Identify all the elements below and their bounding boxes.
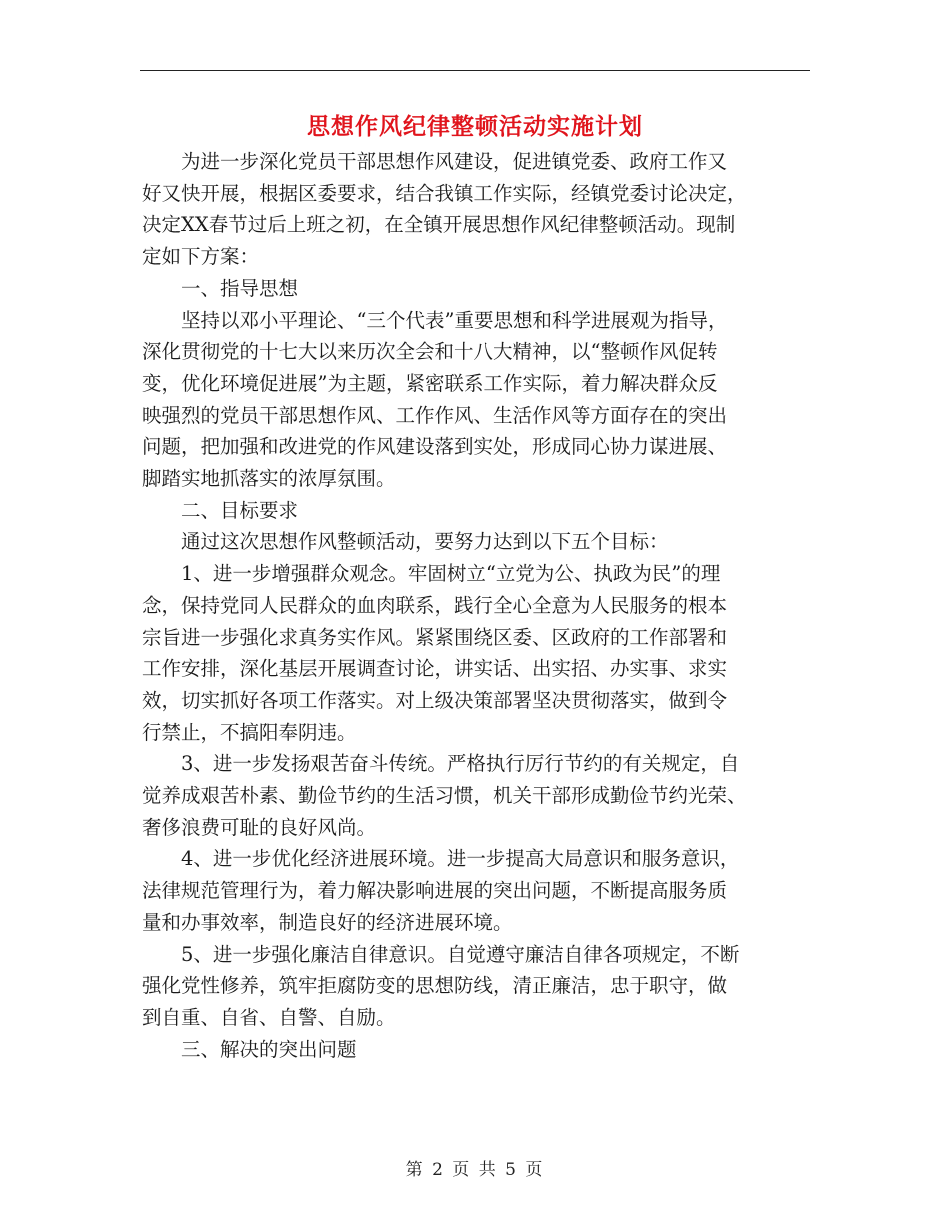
text-line: 定如下方案： (142, 245, 260, 269)
header-rule (140, 70, 810, 71)
text-line: 通过这次思想作风整顿活动，要努力达到以下五个目标： (181, 530, 669, 554)
heading-text: 一、指导思想 (181, 276, 299, 300)
text-line: 坚持以邓小平理论、“三个代表”重要思想和科学进展观为指导， (181, 308, 728, 332)
section-heading-2 (142, 495, 812, 527)
page-number: 第 2 页 共 5 页 (405, 1160, 545, 1180)
text-line: 映强烈的党员干部思想作风、工作作风、生活作风等方面存在的突出 (142, 403, 728, 427)
text-line: 念，保持党同人民群众的血肉联系，践行全心全意为人民服务的根本 (142, 593, 728, 617)
paragraph-goal-1 (142, 558, 812, 748)
text-line: 问题，把加强和改进党的作风建设落到实处，形成同心协力谋进展、 (142, 435, 728, 459)
section-heading-1 (142, 273, 812, 305)
text-line: 奢侈浪费可耻的良好风尚。 (142, 815, 377, 839)
paragraph-goal-5 (142, 939, 812, 1034)
document-title: 思想作风纪律整顿活动实施计划 (307, 113, 643, 140)
text-line: 好又快开展，根据区委要求，结合我镇工作实际，经镇党委讨论决定， (142, 181, 747, 205)
text-line: 4、进一步优化经济进展环境。进一步提高大局意识和服务意识， (181, 847, 740, 871)
text-line: 5、进一步强化廉洁自律意识。自觉遵守廉洁自律各项规定，不断 (181, 942, 740, 966)
text-line: 3、进一步发扬艰苦奋斗传统。严格执行厉行节约的有关规定，自 (181, 752, 740, 776)
text-line: 到自重、自省、自警、自励。 (142, 1005, 396, 1029)
paragraph-goal-3 (142, 748, 812, 843)
heading-text: 三、解决的突出问题 (181, 1037, 357, 1061)
text-line: 脚踏实地抓落实的浓厚氛围。 (142, 467, 396, 491)
text-line: 变，优化环境促进展”为主题，紧密联系工作实际，着力解决群众反 (142, 371, 718, 395)
text-line: 量和办事效率，制造良好的经济进展环境。 (142, 910, 513, 934)
section-heading-3 (142, 1034, 812, 1066)
paragraph-intro (142, 146, 812, 273)
text-line: 1、进一步增强群众观念。牢固树立“立党为公、执政为民”的理 (181, 562, 721, 586)
document-body (142, 146, 812, 1065)
text-line: 宗旨进一步强化求真务实作风。紧紧围绕区委、区政府的工作部署和 (142, 625, 728, 649)
text-line: 行禁止，不搞阳奉阴违。 (142, 720, 357, 744)
text-line: 深化贯彻党的十七大以来历次全会和十八大精神，以“整顿作风促转 (142, 340, 718, 364)
heading-text: 二、目标要求 (181, 498, 299, 522)
text-line: 法律规范管理行为，着力解决影响进展的突出问题，不断提高服务质 (142, 879, 728, 903)
text-line: 强化党性修养，筑牢拒腐防变的思想防线，清正廉洁，忠于职守，做 (142, 974, 728, 998)
text-line: 为进一步深化党员干部思想作风建设，促进镇党委、政府工作又 (181, 150, 728, 173)
text-line: 觉养成艰苦朴素、勤俭节约的生活习惯，机关干部形成勤俭节约光荣、 (142, 784, 747, 808)
paragraph-guiding (142, 305, 812, 495)
paragraph-goal-4 (142, 843, 812, 938)
paragraph-goals-intro (142, 526, 812, 558)
text-line: 决定XX春节过后上班之初，在全镇开展思想作风纪律整顿活动。现制 (142, 213, 736, 237)
text-line: 效，切实抓好各项工作落实。对上级决策部署坚决贯彻落实，做到令 (142, 688, 728, 712)
text-line: 工作安排，深化基层开展调查讨论，讲实话、出实招、办实事、求实 (142, 657, 728, 681)
